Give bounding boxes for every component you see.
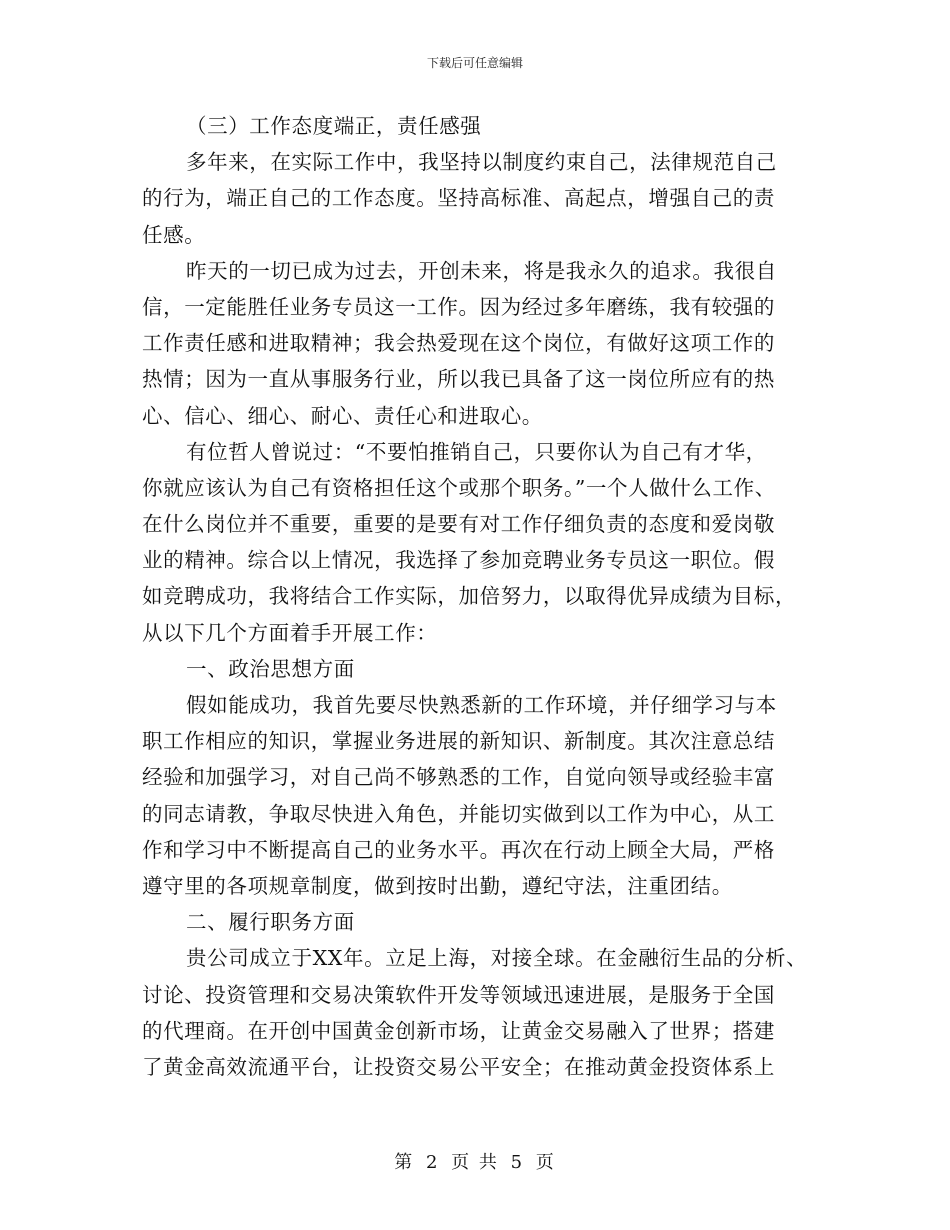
text-line: 业的精神。综合以上情况，我选择了参加竞聘业务专员这一职位。假: [142, 548, 775, 573]
text-line: 的同志请教，争取尽快进入角色，并能切实做到以工作为中心，从工: [142, 801, 775, 826]
footer-mid: 页 共: [451, 1152, 499, 1173]
footer-page-number: 2: [425, 1152, 440, 1173]
text-line: （三）工作态度端正，责任感强: [186, 114, 482, 138]
text-line: 在什么岗位并不重要，重要的是要有对工作仔细负责的态度和爱岗敬: [142, 512, 775, 537]
text-line: 的行为，端正自己的工作态度。坚持高标准、高起点，增强自己的责: [142, 186, 775, 211]
footer-prefix: 第: [394, 1152, 415, 1173]
text-line: 一、政治思想方面: [186, 656, 355, 681]
footer-suffix: 页: [535, 1152, 556, 1173]
text-line: 工作责任感和进取精神；我会热爱现在这个岗位，有做好这项工作的: [142, 331, 775, 356]
text-line: 作和学习中不断提高自己的业务水平。再次在行动上顾全大局，严格: [142, 837, 775, 862]
text-line: 心、信心、细心、耐心、责任心和进取心。: [142, 403, 543, 428]
text-line: 信，一定能胜任业务专员这一工作。因为经过多年磨练，我有较强的: [142, 294, 775, 319]
text-line: 了黄金高效流通平台，让投资交易公平安全；在推动黄金投资体系上: [142, 1054, 775, 1079]
page-footer: [0, 1148, 950, 1174]
text-line: 任感。: [142, 222, 206, 247]
text-line: 二、履行职务方面: [186, 910, 355, 935]
text-line: 职工作相应的知识，掌握业务进展的新知识、新制度。其次注意总结: [142, 729, 775, 754]
text-line: 讨论、投资管理和交易决策软件开发等领域迅速进展，是服务于全国: [142, 982, 775, 1007]
text-line: 从以下几个方面着手开展工作：: [142, 620, 438, 645]
text-line: 昨天的一切已成为过去，开创未来，将是我永久的追求。我很自: [186, 258, 777, 283]
footer-total-pages: 5: [510, 1152, 525, 1173]
text-line: 有位哲人曾说过：“不要怕推销自己，只要你认为自己有才华，: [186, 439, 767, 464]
document-body: [142, 108, 822, 1085]
page-header: 下载后可任意编辑: [426, 56, 523, 70]
text-line: 如竞聘成功，我将结合工作实际，加倍努力，以取得优异成绩为目标，: [142, 584, 797, 609]
text-line: 假如能成功，我首先要尽快熟悉新的工作环境，并仔细学习与本: [186, 693, 777, 717]
text-line: 你就应该认为自己有资格担任这个或那个职务。”一个人做什么工作、: [142, 475, 776, 500]
text-line: 贵公司成立于XX年。立足上海，对接全球。在金融衍生品的分析、: [186, 946, 808, 971]
text-line: 经验和加强学习，对自己尚不够熟悉的工作，自觉向领导或经验丰富: [142, 765, 775, 790]
text-line: 遵守里的各项规章制度，做到按时出勤，遵纪守法，注重团结。: [142, 873, 733, 898]
text-line: 热情；因为一直从事服务行业，所以我已具备了这一岗位所应有的热: [142, 367, 775, 392]
text-line: 的代理商。在开创中国黄金创新市场，让黄金交易融入了世界；搭建: [142, 1018, 775, 1043]
text-line: 多年来，在实际工作中，我坚持以制度约束自己，法律规范自己: [186, 150, 777, 175]
